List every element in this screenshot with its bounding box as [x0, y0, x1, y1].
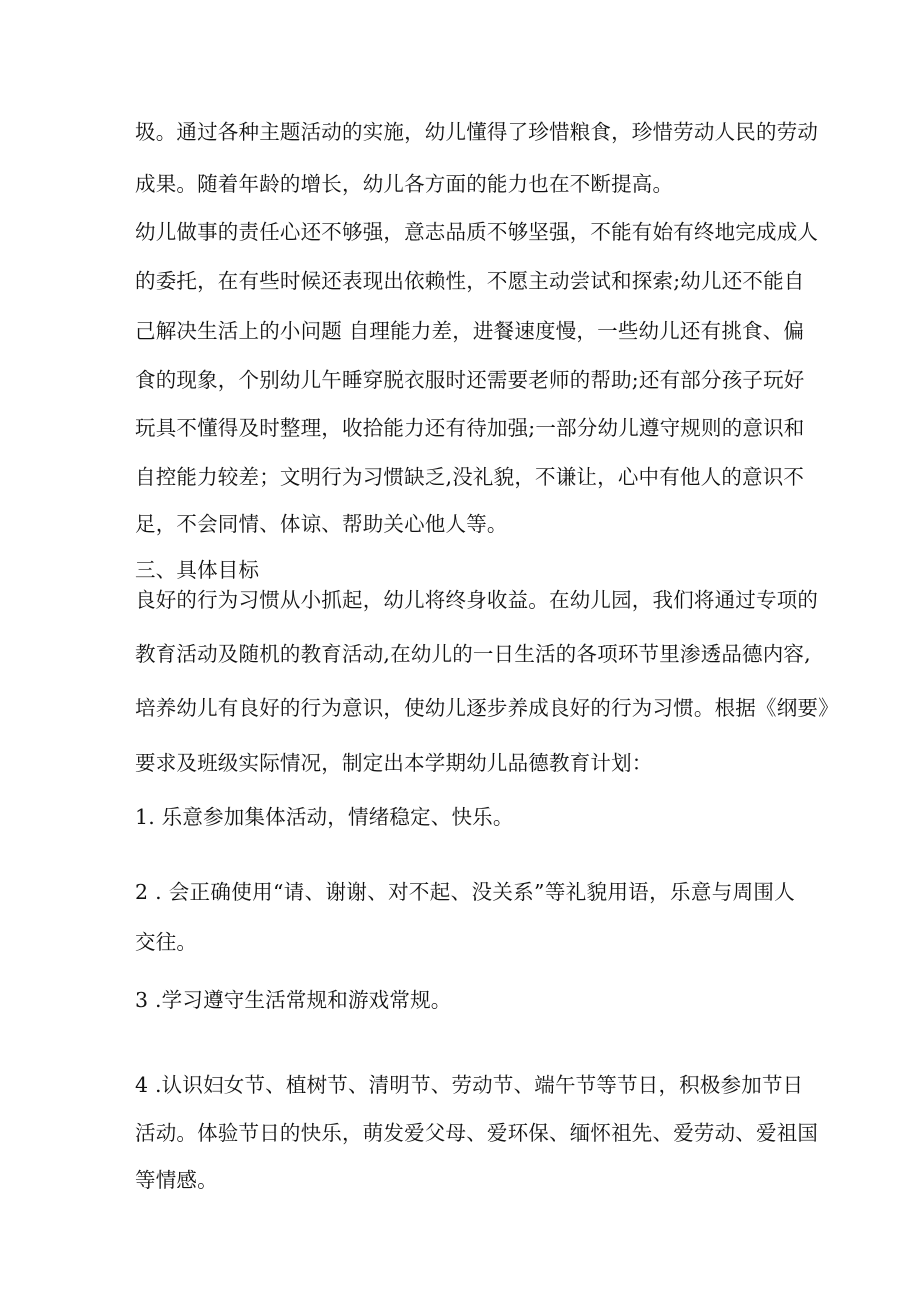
list-item-continuation: 活动。体验节日的快乐，萌发爱父母、爱环保、缅怀祖先、爱劳动、爱祖国 [135, 1121, 819, 1145]
list-item-continuation: 等情感。 [135, 1168, 218, 1192]
paragraph-line: 成果。随着年龄的增长，幼儿各方面的能力也在不断提高。 [135, 172, 674, 196]
list-item: 2 . 会正确使用“请、谢谢、对不起、没关系”等礼貌用语，乐意与周围人 [135, 880, 795, 904]
paragraph-line: 食的现象，个别幼儿午睡穿脱衣服时还需要老师的帮助;还有部分孩子玩好 [135, 368, 805, 392]
list-item: 1. 乐意参加集体活动，情绪稳定、快乐。 [135, 805, 514, 829]
paragraph-line: 教育活动及随机的教育活动,在幼儿的一日生活的各项环节里渗透品德内容, [135, 642, 811, 666]
paragraph-line: 良好的行为习惯从小抓起，幼儿将终身收益。在幼儿园，我们将通过专项的 [135, 588, 819, 612]
paragraph-line: 的委托，在有些时候还表现出依赖性，不愿主动尝试和探索;幼儿还不能自 [135, 269, 805, 293]
paragraph-line: 己解决生活上的小问题 自理能力差，进餐速度慢，一些幼儿还有挑食、偏 [135, 319, 805, 343]
list-item: 4 .认识妇女节、植树节、清明节、劳动节、端午节等节日，积极参加节日 [135, 1073, 804, 1097]
section-heading: 三、具体目标 [135, 558, 260, 582]
paragraph-line: 足，不会同情、体谅、帮助关心他人等。 [135, 512, 508, 536]
paragraph-line: 培养幼儿有良好的行为意识，使幼儿逐步养成良好的行为习惯。根据《纲要》 [135, 696, 839, 720]
paragraph-line: 玩具不懂得及时整理，收拾能力还有待加强;一部分幼儿遵守规则的意识和 [135, 416, 805, 440]
paragraph-line: 要求及班级实际情况，制定出本学期幼儿品德教育计划： [135, 751, 653, 775]
list-item: 3 .学习遵守生活常规和游戏常规。 [135, 988, 452, 1012]
paragraph-line: 幼儿做事的责任心还不够强，意志品质不够坚强，不能有始有终地完成成人 [135, 220, 819, 244]
paragraph-line: 自控能力较差；文明行为习惯缺乏,没礼貌，不谦让，心中有他人的意识不 [135, 465, 805, 489]
list-item-continuation: 交往。 [135, 930, 198, 954]
paragraph-line: 圾。通过各种主题活动的实施，幼儿懂得了珍惜粮食，珍惜劳动人民的劳动 [135, 120, 819, 144]
